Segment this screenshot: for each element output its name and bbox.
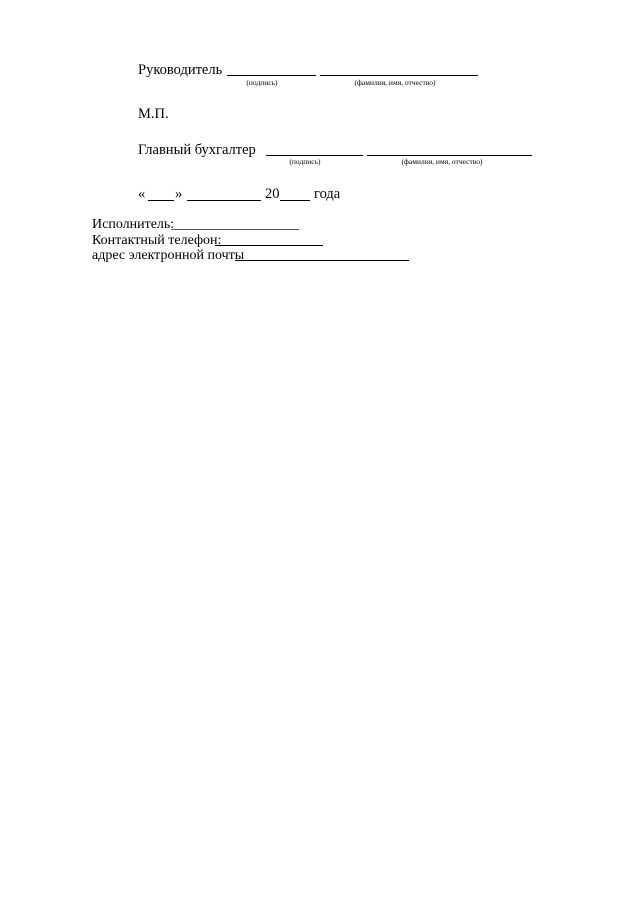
phone-line <box>215 245 323 246</box>
chief-accountant-label: Главный бухгалтер <box>138 142 256 158</box>
email-line <box>235 260 409 261</box>
date-year-suffix: года <box>314 186 341 202</box>
director-signature-line <box>227 75 316 76</box>
phone-label: Контактный телефон: <box>92 233 222 248</box>
date-open-quote: « <box>138 186 146 202</box>
director-name-line <box>320 75 478 76</box>
stamp-label: М.П. <box>138 106 169 122</box>
director-signature-caption: (подпись) <box>246 78 278 87</box>
executor-line <box>171 229 299 230</box>
date-day-line <box>148 200 174 201</box>
director-name-caption: (фамилия, имя, отчество) <box>354 78 436 87</box>
executor-label: Исполнитель: <box>92 217 175 232</box>
accountant-signature-line <box>266 155 363 156</box>
date-year-line <box>280 200 310 201</box>
email-label: адрес электронной почты <box>92 248 245 263</box>
date-month-line <box>187 200 261 201</box>
accountant-signature-caption: (подпись) <box>289 157 321 166</box>
accountant-name-line <box>367 155 532 156</box>
director-label: Руководитель <box>138 62 223 78</box>
accountant-name-caption: (фамилия, имя, отчество) <box>401 157 483 166</box>
date-close-quote: » <box>175 186 183 202</box>
date-year-prefix: 20 <box>265 186 280 202</box>
